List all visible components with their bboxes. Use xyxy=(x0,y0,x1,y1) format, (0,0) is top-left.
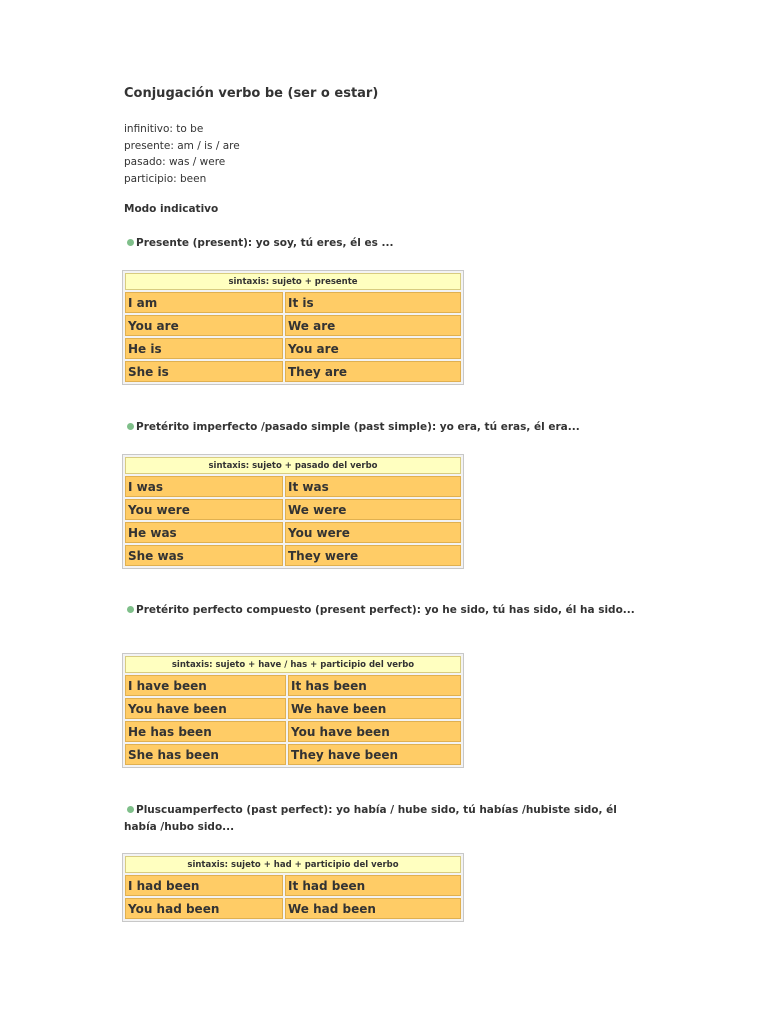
section-heading-text: Pluscuamperfecto (past perfect): yo había / hube sido, tú habías /hubiste sido, él había /hubo sido... xyxy=(124,804,617,833)
table-cell: I had been xyxy=(125,875,283,896)
section-heading-past-perfect xyxy=(124,802,644,836)
table-cell: You have been xyxy=(125,698,286,719)
section-heading-past-simple xyxy=(124,419,644,436)
table-cell: It was xyxy=(285,476,461,497)
bullet-icon xyxy=(127,806,134,813)
table-cell: You were xyxy=(285,522,461,543)
table-row xyxy=(125,338,461,359)
bullet-icon xyxy=(127,239,134,246)
table-row xyxy=(125,292,461,313)
table-header: sintaxis: sujeto + presente xyxy=(125,273,461,290)
table-cell: I was xyxy=(125,476,283,497)
table-cell: You are xyxy=(285,338,461,359)
section-heading-text: Pretérito imperfecto /pasado simple (past simple): yo era, tú eras, él era... xyxy=(136,421,580,433)
table-row xyxy=(125,698,461,719)
section-heading-text: Pretérito perfecto compuesto (present perfect): yo he sido, tú has sido, él ha sido... xyxy=(136,604,635,616)
table-cell: We were xyxy=(285,499,461,520)
table-cell: It has been xyxy=(288,675,461,696)
table-row xyxy=(125,476,461,497)
table-cell: He is xyxy=(125,338,283,359)
conjugation-table-present xyxy=(122,270,464,385)
conjugation-table-past-perfect xyxy=(122,853,464,922)
table-row xyxy=(125,522,461,543)
section-heading-text: Presente (present): yo soy, tú eres, él es ... xyxy=(136,237,394,249)
table-row xyxy=(125,361,461,382)
bullet-icon xyxy=(127,423,134,430)
table-cell: You had been xyxy=(125,898,283,919)
verb-forms-list xyxy=(124,121,240,187)
table-cell: We have been xyxy=(288,698,461,719)
table-row xyxy=(125,545,461,566)
table-header: sintaxis: sujeto + have / has + participio del verbo xyxy=(125,656,461,673)
table-row xyxy=(125,499,461,520)
mode-heading: Modo indicativo xyxy=(124,203,219,215)
table-cell: It is xyxy=(285,292,461,313)
section-heading-present xyxy=(124,235,644,252)
present-line: presente: am / is / are xyxy=(124,139,240,152)
conjugation-table-present-perfect xyxy=(122,653,464,768)
table-header: sintaxis: sujeto + had + participio del verbo xyxy=(125,856,461,873)
participle-line: participio: been xyxy=(124,172,207,185)
table-cell: She is xyxy=(125,361,283,382)
past-line: pasado: was / were xyxy=(124,156,226,168)
table-row xyxy=(125,875,461,896)
table-cell: You are xyxy=(125,315,283,336)
table-cell: She was xyxy=(125,545,283,566)
table-row xyxy=(125,315,461,336)
table-header: sintaxis: sujeto + pasado del verbo xyxy=(125,457,461,474)
page-title: Conjugación verbo be (ser o estar) xyxy=(124,86,379,101)
table-cell: He was xyxy=(125,522,283,543)
table-row xyxy=(125,898,461,919)
table-cell: You were xyxy=(125,499,283,520)
table-cell: I have been xyxy=(125,675,286,696)
bullet-icon xyxy=(127,606,134,613)
table-cell: They are xyxy=(285,361,461,382)
table-cell: We are xyxy=(285,315,461,336)
table-cell: She has been xyxy=(125,744,286,765)
table-row xyxy=(125,675,461,696)
table-cell: I am xyxy=(125,292,283,313)
table-cell: You have been xyxy=(288,721,461,742)
table-row xyxy=(125,721,461,742)
table-cell: They were xyxy=(285,545,461,566)
table-cell: We had been xyxy=(285,898,461,919)
table-cell: It had been xyxy=(285,875,461,896)
table-row xyxy=(125,744,461,765)
conjugation-table-past-simple xyxy=(122,454,464,569)
table-cell: He has been xyxy=(125,721,286,742)
infinitive-line: infinitivo: to be xyxy=(124,123,204,135)
section-heading-present-perfect xyxy=(124,602,644,619)
table-cell: They have been xyxy=(288,744,461,765)
